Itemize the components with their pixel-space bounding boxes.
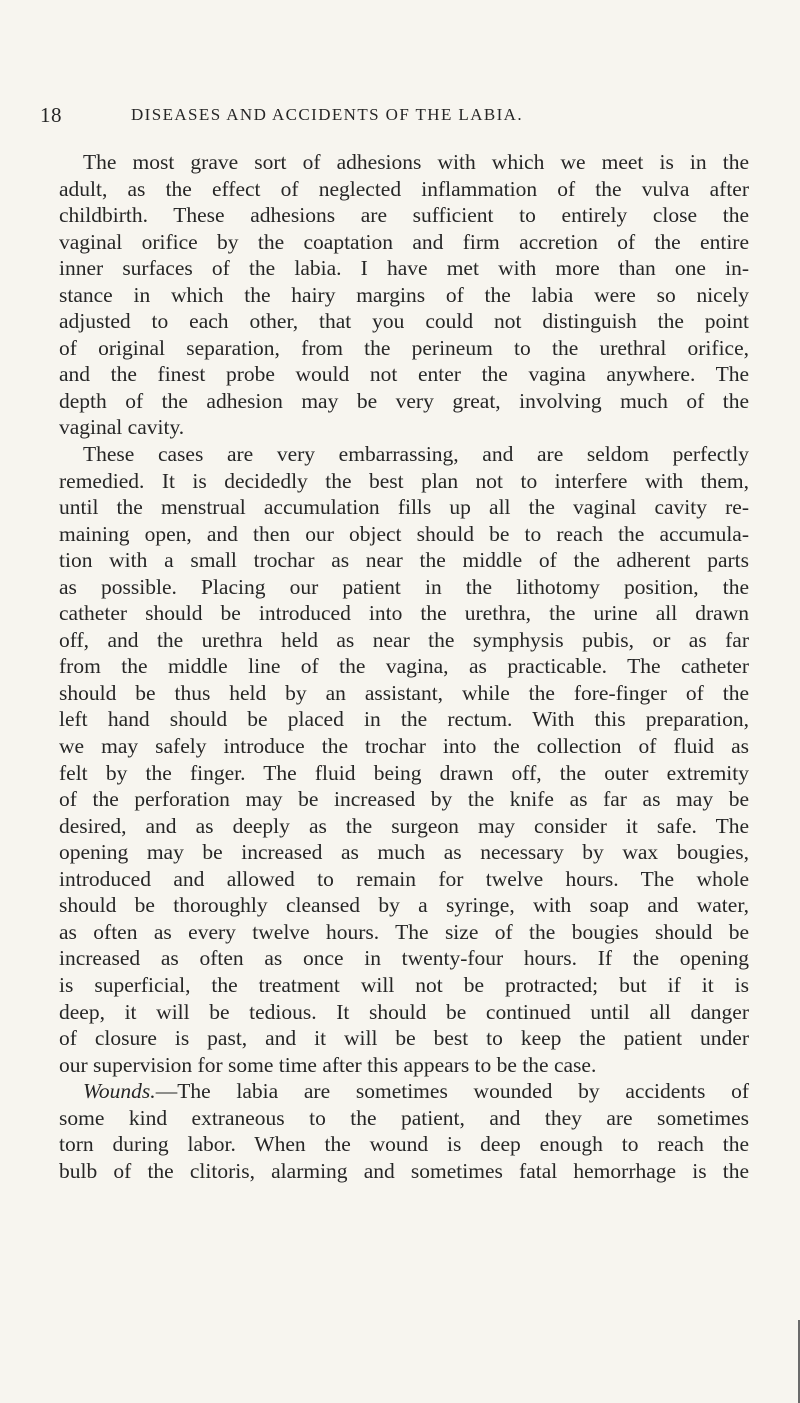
text-line: of original separation, from the perineum to the urethral orifice, <box>59 335 749 360</box>
running-head: DISEASES AND ACCIDENTS OF THE LABIA. <box>131 105 524 124</box>
text-line: vaginal cavity. <box>59 415 185 440</box>
text-line: off, and the urethra held as near the symphysis pubis, or as far <box>59 627 749 652</box>
text-line-with-heading <box>59 1078 749 1105</box>
text-line: left hand should be placed in the rectum. With this preparation, <box>59 707 749 732</box>
text-line: maining open, and then our object should be to reach the accumula- <box>59 521 749 546</box>
text-line: as often as every twelve hours. The size of the bougies should be <box>59 919 749 944</box>
text-line: increased as often as once in twenty-four hours. If the opening <box>59 946 749 971</box>
page-number: 18 <box>40 103 62 127</box>
section-heading-wounds: Wounds. <box>83 1079 156 1104</box>
text-line: opening may be increased as much as necessary by wax bougies, <box>59 840 749 865</box>
text-line: inner surfaces of the labia. I have met with more than one in- <box>59 256 749 281</box>
text-line-rest: —The labia are sometimes wounded by accidents of <box>155 1079 749 1104</box>
text-line: adjusted to each other, that you could not distinguish the point <box>59 309 749 334</box>
text-line: desired, and as deeply as the surgeon may consider it safe. The <box>59 813 749 838</box>
text-line: is superficial, the treatment will not be protracted; but if it is <box>59 972 749 997</box>
body-text <box>59 149 749 1184</box>
text-line: depth of the adhesion may be very great, involving much of the <box>59 388 749 413</box>
text-line: felt by the finger. The fluid being drawn off, the outer extremity <box>59 760 749 785</box>
text-line: should be thus held by an assistant, while the fore-finger of the <box>59 680 749 705</box>
text-line: until the menstrual accumulation fills up all the vaginal cavity re- <box>59 495 749 520</box>
text-line: remedied. It is decidedly the best plan not to interfere with them, <box>59 468 749 493</box>
text-line: of closure is past, and it will be best to keep the patient under <box>59 1026 749 1051</box>
text-line: vaginal orifice by the coaptation and firm accretion of the entire <box>59 229 749 254</box>
text-line: stance in which the hairy margins of the labia were so nicely <box>59 282 749 307</box>
text-line: from the middle line of the vagina, as practicable. The catheter <box>59 654 749 679</box>
text-line: we may safely introduce the trochar into the collection of fluid as <box>59 734 749 759</box>
page-header <box>40 103 750 133</box>
text-line: adult, as the effect of neglected inflammation of the vulva after <box>59 176 749 201</box>
text-line: torn during labor. When the wound is deep enough to reach the <box>59 1132 749 1157</box>
text-line: some kind extraneous to the patient, and they are sometimes <box>59 1105 749 1130</box>
text-line: and the finest probe would not enter the vagina anywhere. The <box>59 362 749 387</box>
text-line: The most grave sort of adhesions with which we meet is in the <box>83 150 749 174</box>
text-line: bulb of the clitoris, alarming and sometimes fatal hemorrhage is the <box>59 1158 749 1183</box>
text-line: of the perforation may be increased by the knife as far as may be <box>59 787 749 812</box>
text-line: These cases are very embarrassing, and are seldom perfectly <box>83 442 749 467</box>
text-line: childbirth. These adhesions are sufficient to entirely close the <box>59 203 749 228</box>
text-line: tion with a small trochar as near the middle of the adherent parts <box>59 548 749 573</box>
text-line: should be thoroughly cleansed by a syringe, with soap and water, <box>59 893 749 918</box>
text-line: our supervision for some time after this appears to be the case. <box>59 1052 597 1077</box>
text-line: as possible. Placing our patient in the lithotomy position, the <box>59 574 749 599</box>
text-line: introduced and allowed to remain for twelve hours. The whole <box>59 866 749 891</box>
text-line: catheter should be introduced into the urethra, the urine all drawn <box>59 601 749 626</box>
text-line: deep, it will be tedious. It should be continued until all danger <box>59 999 749 1024</box>
